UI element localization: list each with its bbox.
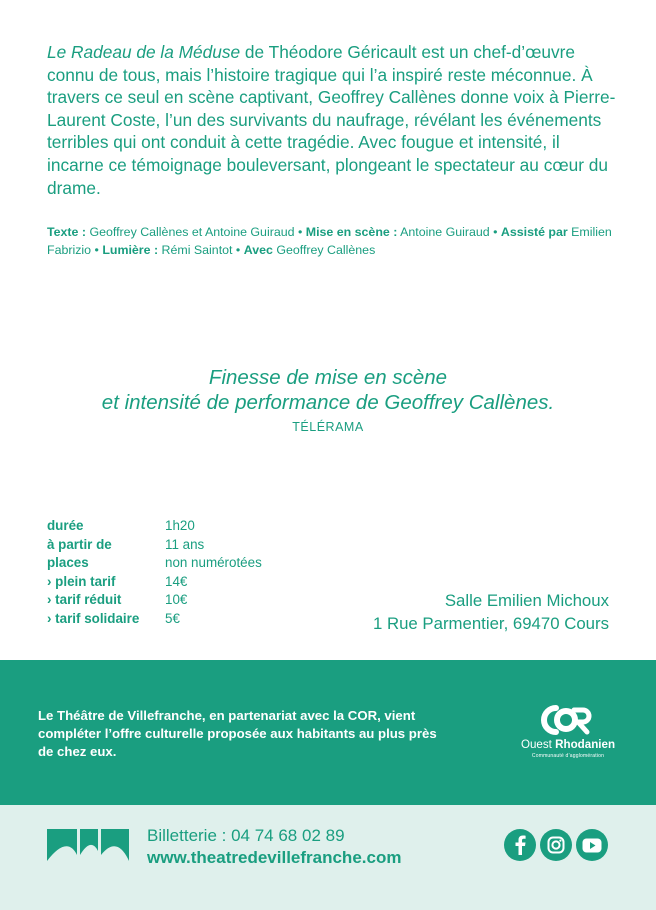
theatre-logo-icon bbox=[47, 829, 129, 863]
credit-name: Antoine Guiraud bbox=[397, 225, 490, 239]
info-label: places bbox=[47, 555, 89, 571]
cor-logo bbox=[513, 704, 623, 764]
credit-role: Mise en scène : bbox=[305, 225, 398, 239]
info-label: › tarif réduit bbox=[47, 592, 122, 608]
cor-name-word-bold: Rhodanien bbox=[555, 738, 616, 751]
credit-role: Texte : bbox=[47, 225, 87, 239]
credits bbox=[47, 224, 612, 259]
credit-name: Emilien Fabrizio bbox=[47, 225, 612, 257]
quote-line: et intensité de performance de Geoffrey Callènes. bbox=[101, 391, 555, 414]
venue bbox=[373, 589, 609, 635]
cor-subtitle: Communauté d’agglomération bbox=[531, 753, 605, 759]
cor-name bbox=[513, 738, 623, 751]
credit-separator: • bbox=[294, 225, 306, 239]
play-title: Le Radeau de la Méduse bbox=[47, 42, 241, 62]
info-row bbox=[47, 554, 262, 573]
credit-separator: • bbox=[489, 225, 501, 239]
intro-paragraph bbox=[47, 41, 617, 199]
info-value: 14€ bbox=[165, 573, 188, 589]
venue-name: Salle Emilien Michoux bbox=[444, 591, 609, 610]
credit-separator: • bbox=[232, 242, 244, 257]
credit-role: Avec bbox=[243, 242, 273, 257]
social-links bbox=[504, 829, 608, 861]
info-row bbox=[47, 536, 262, 555]
quote-source: TÉLÉRAMA bbox=[292, 420, 364, 434]
footer-contact bbox=[147, 825, 401, 869]
credit-role: Lumière : bbox=[102, 242, 159, 257]
info-value: 5€ bbox=[165, 610, 180, 626]
press-quote bbox=[0, 365, 656, 415]
partnership-band bbox=[0, 660, 656, 805]
cor-name-word: Ouest bbox=[520, 738, 556, 751]
credit-name: Geoffrey Callènes et Antoine Guiraud bbox=[86, 225, 295, 239]
info-label: durée bbox=[47, 518, 84, 533]
credit-name: Rémi Saintot bbox=[158, 242, 233, 257]
partnership-text: Le Théâtre de Villefranche, en partenariat avec la COR, vient compléter l’offre culturelle proposée aux habitants au plus près de chez eux. bbox=[38, 708, 437, 759]
info-label: à partir de bbox=[47, 536, 112, 552]
info-label: › tarif solidaire bbox=[47, 610, 140, 626]
intro-text: de Théodore Géricault est un chef-d’œuvre connu de tous, mais l’histoire tragique qui l’a inspiré reste méconnue. À travers ce seul en scène captivant, Geoffrey Callènes donne voix à Pierre-Laurent Coste, l’un des survivants du naufrage, révélant les événements terribles qui ont conduit à cette tragédie. Avec fougue et intensité, il incarne ce témoignage bouleversant, plongeant le spectateur au cœur du drame. bbox=[47, 42, 616, 198]
show-info-table bbox=[47, 517, 262, 629]
info-value: non numérotées bbox=[165, 555, 262, 571]
instagram-icon[interactable] bbox=[540, 829, 572, 861]
youtube-icon[interactable] bbox=[576, 829, 608, 861]
info-value: 11 ans bbox=[165, 536, 205, 552]
info-row bbox=[47, 517, 262, 536]
footer bbox=[0, 805, 656, 910]
cor-mark-icon bbox=[539, 704, 595, 736]
credit-role: Assisté par bbox=[500, 225, 568, 239]
website-link[interactable]: www.theatredevillefranche.com bbox=[147, 848, 402, 867]
credit-separator: • bbox=[91, 242, 103, 257]
info-row bbox=[47, 573, 262, 592]
ticket-phone[interactable]: Billetterie : 04 74 68 02 89 bbox=[147, 826, 345, 845]
info-value: 1h20 bbox=[165, 518, 195, 533]
info-label: › plein tarif bbox=[47, 573, 116, 589]
venue-address: 1 Rue Parmentier, 69470 Cours bbox=[372, 614, 609, 633]
quote-line: Finesse de mise en scène bbox=[208, 366, 448, 389]
facebook-icon[interactable] bbox=[504, 829, 536, 861]
info-row bbox=[47, 591, 262, 610]
info-value: 10€ bbox=[165, 592, 188, 608]
info-row bbox=[47, 610, 262, 629]
credit-name: Geoffrey Callènes bbox=[272, 242, 376, 257]
